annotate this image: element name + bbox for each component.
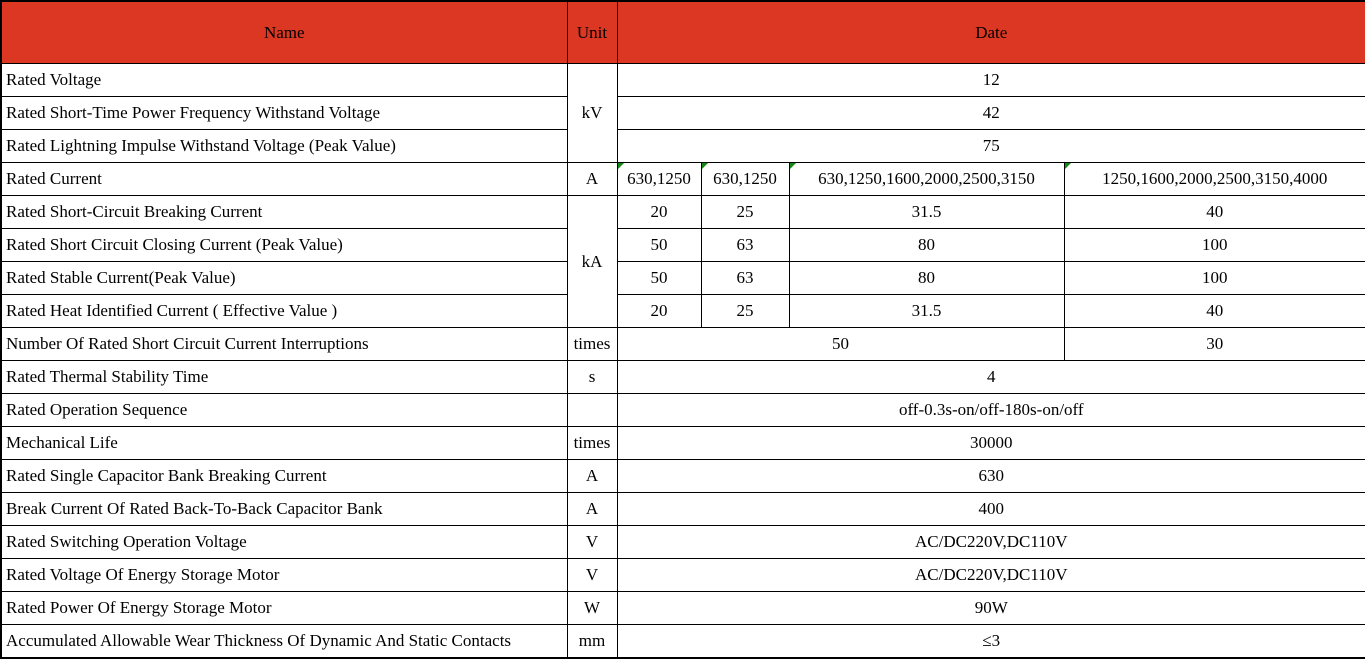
- value-cell: [701, 163, 789, 196]
- value-text: 40: [1206, 301, 1224, 320]
- value-text: 90W: [974, 598, 1008, 617]
- value-cell: [617, 559, 1365, 592]
- name-text: Rated Thermal Stability Time: [6, 367, 209, 386]
- name-cell: [1, 592, 567, 625]
- value-cell: [617, 295, 701, 328]
- name-cell: [1, 526, 567, 559]
- value-text: 100: [1202, 235, 1228, 254]
- value-text: 630: [978, 466, 1005, 485]
- value-cell: [617, 64, 1365, 97]
- name-cell: [1, 493, 567, 526]
- value-text: 42: [982, 103, 1000, 122]
- name-cell: [1, 64, 567, 97]
- table-row: [1, 130, 1365, 163]
- name-text: Break Current Of Rated Back-To-Back Capacitor Bank: [6, 499, 383, 518]
- table-row: [1, 229, 1365, 262]
- unit-text: V: [585, 565, 599, 584]
- value-cell: [617, 427, 1365, 460]
- value-cell: [789, 262, 1064, 295]
- unit-cell: [567, 427, 617, 460]
- name-cell: [1, 427, 567, 460]
- spec-table-body: [1, 64, 1365, 658]
- value-text: 63: [736, 235, 754, 254]
- value-text: 75: [982, 136, 1000, 155]
- value-cell: [701, 196, 789, 229]
- unit-cell: [567, 196, 617, 328]
- value-text: 80: [918, 268, 935, 287]
- cell-corner-marker-icon: [702, 163, 708, 169]
- name-cell: [1, 163, 567, 196]
- cell-corner-marker-icon: [1065, 163, 1071, 169]
- name-text: Rated Voltage Of Energy Storage Motor: [6, 565, 280, 584]
- value-text: 31.5: [911, 202, 942, 221]
- table-row: [1, 64, 1365, 97]
- name-text: Rated Voltage: [6, 70, 102, 89]
- table-row: [1, 196, 1365, 229]
- header-row: [1, 1, 1365, 64]
- value-cell: [1064, 196, 1365, 229]
- unit-cell: [567, 526, 617, 559]
- value-cell: [789, 196, 1064, 229]
- value-cell: [617, 361, 1365, 394]
- value-text: AC/DC220V,DC110V: [914, 565, 1068, 584]
- unit-text: V: [585, 532, 599, 551]
- name-text: Rated Short Circuit Closing Current (Peak Value): [6, 235, 343, 254]
- value-text: 100: [1202, 268, 1228, 287]
- value-cell: [1064, 229, 1365, 262]
- value-cell: [617, 229, 701, 262]
- name-cell: [1, 361, 567, 394]
- value-cell: [617, 526, 1365, 559]
- name-text: Rated Switching Operation Voltage: [6, 532, 247, 551]
- header-cell-unit: Unit: [567, 1, 617, 64]
- value-cell: [617, 163, 701, 196]
- name-text: Rated Power Of Energy Storage Motor: [6, 598, 272, 617]
- cell-corner-marker-icon: [790, 163, 796, 169]
- value-text: 30: [1206, 334, 1224, 353]
- value-text: 630,1250: [713, 169, 777, 188]
- table-row: [1, 163, 1365, 196]
- table-row: [1, 97, 1365, 130]
- value-text: 25: [736, 301, 754, 320]
- unit-cell: [567, 460, 617, 493]
- table-row: [1, 295, 1365, 328]
- table-row: [1, 559, 1365, 592]
- table-row: [1, 493, 1365, 526]
- unit-text: W: [583, 598, 601, 617]
- value-text: AC/DC220V,DC110V: [914, 532, 1068, 551]
- value-cell: [617, 328, 1064, 361]
- header-cell-name: Name: [1, 1, 567, 64]
- value-cell: [701, 229, 789, 262]
- value-text: 20: [650, 301, 668, 320]
- name-text: Number Of Rated Short Circuit Current Interruptions: [6, 334, 369, 353]
- unit-cell: [567, 625, 617, 658]
- table-row: [1, 460, 1365, 493]
- header-cell-date: Date: [617, 1, 1365, 64]
- value-text: 50: [650, 235, 668, 254]
- table-row: [1, 262, 1365, 295]
- value-text: 400: [978, 499, 1005, 518]
- name-cell: [1, 328, 567, 361]
- unit-text: kA: [581, 251, 603, 271]
- unit-cell: [567, 64, 617, 163]
- table-row: [1, 361, 1365, 394]
- name-text: Rated Stable Current(Peak Value): [6, 268, 236, 287]
- unit-cell: [567, 163, 617, 196]
- name-cell: [1, 460, 567, 493]
- value-cell: [617, 394, 1365, 427]
- spec-table-header: [1, 1, 1365, 64]
- value-cell: [617, 592, 1365, 625]
- value-cell: [1064, 295, 1365, 328]
- unit-cell: [567, 592, 617, 625]
- value-text: 20: [650, 202, 668, 221]
- value-text: 1250,1600,2000,2500,3150,4000: [1102, 169, 1328, 188]
- table-row: [1, 592, 1365, 625]
- name-text: Accumulated Allowable Wear Thickness Of Dynamic And Static Contacts: [6, 630, 512, 650]
- value-cell: [1064, 163, 1365, 196]
- name-cell: [1, 97, 567, 130]
- table-row: [1, 394, 1365, 427]
- value-text: ≤3: [982, 630, 1001, 650]
- name-text: Rated Heat Identified Current ( Effective Value ): [6, 301, 338, 320]
- name-cell: [1, 625, 567, 658]
- name-cell: [1, 262, 567, 295]
- value-text: 25: [736, 202, 754, 221]
- value-cell: [617, 97, 1365, 130]
- unit-text: kV: [581, 103, 603, 122]
- value-cell: [701, 295, 789, 328]
- name-text: Rated Operation Sequence: [6, 400, 188, 419]
- unit-cell: [567, 361, 617, 394]
- value-cell: [617, 493, 1365, 526]
- value-text: 630,1250: [627, 169, 691, 188]
- value-cell: [617, 262, 701, 295]
- name-cell: [1, 196, 567, 229]
- cell-corner-marker-icon: [618, 163, 624, 169]
- value-text: 4: [987, 367, 996, 386]
- name-text: Rated Short-Time Power Frequency Withstand Voltage: [6, 103, 381, 122]
- value-text: 50: [650, 268, 668, 287]
- table-row: [1, 427, 1365, 460]
- value-text: 80: [918, 235, 935, 254]
- unit-text: A: [585, 466, 599, 485]
- table-row: [1, 625, 1365, 658]
- unit-text: s: [588, 367, 596, 386]
- name-cell: [1, 130, 567, 163]
- name-cell: [1, 295, 567, 328]
- name-text: Rated Short-Circuit Breaking Current: [6, 202, 263, 221]
- value-cell: [701, 262, 789, 295]
- value-text: 50: [832, 334, 849, 353]
- value-cell: [617, 196, 701, 229]
- value-cell: [617, 625, 1365, 658]
- name-text: Rated Lightning Impulse Withstand Voltage (Peak Value): [6, 136, 396, 155]
- value-cell: [789, 229, 1064, 262]
- name-cell: [1, 394, 567, 427]
- value-cell: [617, 130, 1365, 163]
- value-text: 12: [982, 70, 1000, 89]
- value-cell: [789, 163, 1064, 196]
- unit-text: A: [585, 499, 599, 518]
- name-text: Rated Single Capacitor Bank Breaking Current: [6, 466, 327, 485]
- value-cell: [789, 295, 1064, 328]
- table-row: [1, 328, 1365, 361]
- unit-text: mm: [578, 630, 606, 650]
- value-cell: [617, 460, 1365, 493]
- unit-cell: [567, 328, 617, 361]
- name-cell: [1, 559, 567, 592]
- table-row: [1, 526, 1365, 559]
- unit-cell: [567, 559, 617, 592]
- value-text: 63: [736, 268, 754, 287]
- unit-text: times: [573, 433, 611, 452]
- value-text: 630,1250,1600,2000,2500,3150: [818, 169, 1035, 188]
- value-text: off-0.3s-on/off-180s-on/off: [898, 400, 1084, 419]
- unit-cell: [567, 394, 617, 427]
- value-text: 40: [1206, 202, 1224, 221]
- unit-cell: [567, 493, 617, 526]
- value-cell: [1064, 262, 1365, 295]
- unit-text: A: [585, 169, 599, 188]
- name-text: Rated Current: [6, 169, 102, 188]
- value-text: 30000: [970, 433, 1013, 452]
- value-cell: [1064, 328, 1365, 361]
- name-cell: [1, 229, 567, 262]
- unit-text: times: [573, 334, 611, 353]
- name-text: Mechanical Life: [6, 433, 118, 452]
- value-text: 31.5: [911, 301, 942, 320]
